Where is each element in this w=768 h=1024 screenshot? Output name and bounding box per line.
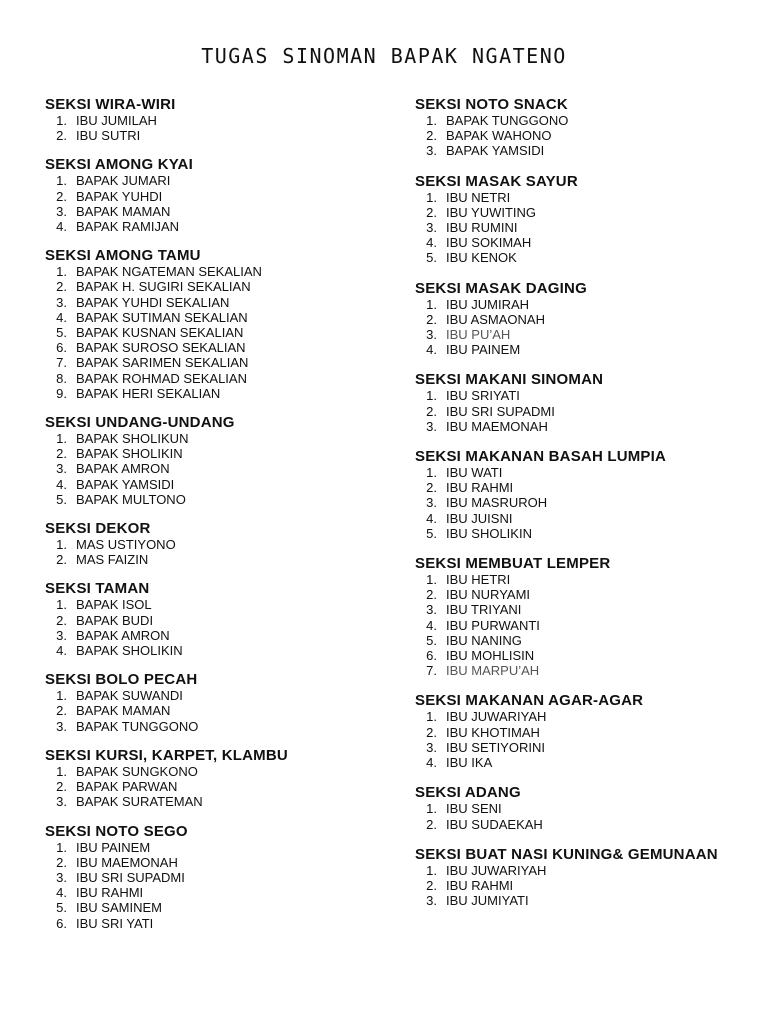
list-number: 1. bbox=[426, 862, 437, 878]
list-item bbox=[415, 113, 765, 128]
member-name: BAPAK SURATEMAN bbox=[76, 794, 203, 810]
list-number: 2. bbox=[56, 446, 67, 462]
list-number: 2. bbox=[56, 854, 67, 870]
member-list bbox=[45, 688, 395, 734]
list-number: 8. bbox=[56, 370, 67, 386]
list-item bbox=[45, 173, 395, 188]
list-number: 1. bbox=[56, 839, 67, 855]
member-name: IBU JUWARIYAH bbox=[446, 862, 547, 878]
list-number: 4. bbox=[56, 476, 67, 492]
section bbox=[45, 747, 395, 810]
list-item bbox=[45, 371, 395, 386]
list-item bbox=[415, 327, 765, 342]
member-name: IBU MOHLISIN bbox=[446, 648, 535, 664]
list-item bbox=[45, 552, 395, 567]
list-number: 6. bbox=[426, 648, 437, 664]
list-number: 2. bbox=[426, 877, 437, 893]
member-name: BAPAK YAMSIDI bbox=[76, 476, 175, 492]
member-list bbox=[45, 173, 395, 234]
member-name: IBU WATI bbox=[446, 465, 503, 481]
list-number: 2. bbox=[426, 311, 437, 327]
section bbox=[45, 823, 395, 931]
section bbox=[415, 448, 765, 541]
list-item bbox=[45, 431, 395, 446]
list-number: 1. bbox=[426, 189, 437, 205]
list-number: 4. bbox=[56, 885, 67, 901]
list-number: 1. bbox=[426, 388, 437, 404]
member-name: BAPAK AMRON bbox=[76, 627, 170, 643]
section bbox=[415, 173, 765, 266]
member-name: BAPAK KUSNAN SEKALIAN bbox=[76, 325, 244, 341]
member-name: IBU NANING bbox=[446, 632, 522, 648]
section bbox=[45, 414, 395, 507]
list-item bbox=[415, 205, 765, 220]
list-item bbox=[415, 709, 765, 724]
section-title: SEKSI BOLO PECAH bbox=[45, 671, 198, 689]
section-title: SEKSI NOTO SNACK bbox=[415, 96, 568, 113]
section bbox=[415, 784, 765, 831]
list-number: 6. bbox=[56, 340, 67, 356]
list-item bbox=[45, 597, 395, 612]
member-name: BAPAK BUDI bbox=[76, 612, 154, 628]
list-item bbox=[45, 279, 395, 294]
list-number: 6. bbox=[56, 915, 67, 931]
list-item bbox=[45, 355, 395, 370]
list-number: 3. bbox=[56, 627, 67, 643]
list-item bbox=[415, 250, 765, 265]
member-name: BAPAK YUHDI bbox=[76, 188, 163, 204]
list-item bbox=[415, 143, 765, 158]
list-item bbox=[45, 189, 395, 204]
section bbox=[45, 520, 395, 567]
list-item bbox=[415, 863, 765, 878]
member-list bbox=[415, 388, 765, 434]
list-item bbox=[415, 128, 765, 143]
member-name: IBU JUWARIYAH bbox=[446, 709, 547, 725]
member-name: IBU RUMINI bbox=[446, 220, 518, 236]
section bbox=[45, 96, 395, 143]
list-number: 2. bbox=[426, 128, 437, 144]
list-number: 3. bbox=[426, 418, 437, 434]
member-name: IBU SETIYORINI bbox=[446, 739, 545, 755]
member-name: BAPAK SHOLIKIN bbox=[76, 643, 183, 659]
list-item bbox=[45, 855, 395, 870]
member-list bbox=[45, 431, 395, 507]
list-item bbox=[415, 480, 765, 495]
section bbox=[45, 580, 395, 658]
member-name: IBU HETRI bbox=[446, 572, 511, 588]
list-number: 1. bbox=[426, 572, 437, 588]
section bbox=[45, 671, 395, 734]
list-number: 1. bbox=[426, 801, 437, 817]
list-number: 5. bbox=[426, 525, 437, 541]
list-number: 3. bbox=[426, 602, 437, 618]
section-title: SEKSI MAKANAN AGAR-AGAR bbox=[415, 692, 644, 710]
member-name: IBU PU’AH bbox=[446, 327, 511, 343]
list-item bbox=[45, 113, 395, 128]
list-number: 4. bbox=[426, 755, 437, 771]
member-list bbox=[45, 597, 395, 658]
list-number: 2. bbox=[56, 552, 67, 568]
list-number: 2. bbox=[56, 703, 67, 719]
section-title: SEKSI MAKANI SINOMAN bbox=[415, 371, 604, 389]
list-number: 3. bbox=[56, 294, 67, 310]
list-number: 1. bbox=[426, 709, 437, 725]
member-name: IBU JUMILAH bbox=[76, 113, 157, 128]
member-name: BAPAK ROHMAD SEKALIAN bbox=[76, 370, 247, 386]
member-name: IBU PAINEM bbox=[446, 342, 521, 358]
list-item bbox=[415, 220, 765, 235]
list-item bbox=[45, 204, 395, 219]
member-name: IBU KENOK bbox=[446, 250, 517, 266]
member-name: BAPAK SUWANDI bbox=[76, 688, 183, 704]
list-item bbox=[45, 779, 395, 794]
member-name: IBU SUTRI bbox=[76, 128, 141, 144]
list-number: 2. bbox=[56, 188, 67, 204]
list-number: 1. bbox=[56, 173, 67, 189]
member-name: BAPAK SUROSO SEKALIAN bbox=[76, 340, 246, 356]
list-item bbox=[45, 613, 395, 628]
section-title: SEKSI MASAK SAYUR bbox=[415, 172, 578, 190]
member-name: BAPAK SARIMEN SEKALIAN bbox=[76, 355, 249, 371]
member-name: BAPAK SUNGKONO bbox=[76, 763, 198, 779]
list-number: 1. bbox=[56, 597, 67, 613]
member-name: BAPAK SHOLIKIN bbox=[76, 446, 183, 462]
member-name: BAPAK MAMAN bbox=[76, 203, 171, 219]
list-item bbox=[45, 916, 395, 931]
section bbox=[415, 555, 765, 678]
member-name: IBU SHOLIKIN bbox=[446, 525, 532, 541]
list-item bbox=[45, 477, 395, 492]
member-name: BAPAK YAMSIDI bbox=[446, 143, 545, 159]
section-title: SEKSI AMONG TAMU bbox=[45, 247, 201, 265]
list-number: 3. bbox=[426, 739, 437, 755]
member-name: IBU SRI YATI bbox=[76, 915, 154, 931]
section-title: SEKSI TAMAN bbox=[45, 580, 150, 598]
list-item bbox=[45, 840, 395, 855]
list-number: 4. bbox=[426, 235, 437, 251]
member-name: IBU TRIYANI bbox=[446, 602, 522, 618]
list-number: 1. bbox=[56, 537, 67, 553]
list-item bbox=[415, 663, 765, 678]
section bbox=[415, 96, 765, 159]
list-item bbox=[45, 794, 395, 809]
section-title: SEKSI MEMBUAT LEMPER bbox=[415, 555, 611, 573]
member-name: IBU NURYAMI bbox=[446, 587, 531, 603]
member-name: BAPAK MAMAN bbox=[76, 703, 171, 719]
list-item bbox=[45, 295, 395, 310]
member-list bbox=[415, 863, 765, 909]
list-number: 2. bbox=[426, 587, 437, 603]
list-number: 4. bbox=[426, 342, 437, 358]
list-number: 5. bbox=[56, 900, 67, 916]
section bbox=[415, 846, 765, 909]
list-item bbox=[415, 388, 765, 403]
member-name: BAPAK RAMIJAN bbox=[76, 219, 180, 235]
member-name: IBU JUISNI bbox=[446, 510, 513, 526]
member-name: BAPAK TUNGGONO bbox=[76, 718, 199, 734]
list-item bbox=[415, 893, 765, 908]
list-number: 3. bbox=[56, 718, 67, 734]
list-item bbox=[415, 419, 765, 434]
list-number: 2. bbox=[426, 403, 437, 419]
member-list bbox=[415, 801, 765, 831]
right-column bbox=[415, 96, 765, 922]
list-item bbox=[45, 219, 395, 234]
list-number: 3. bbox=[56, 869, 67, 885]
list-item bbox=[45, 128, 395, 143]
member-name: BAPAK PARWAN bbox=[76, 779, 178, 795]
member-list bbox=[45, 113, 395, 143]
member-name: IBU RAHMI bbox=[446, 877, 514, 893]
list-item bbox=[415, 511, 765, 526]
section-title: SEKSI WIRA-WIRI bbox=[45, 96, 176, 113]
member-list bbox=[415, 709, 765, 770]
list-item bbox=[45, 764, 395, 779]
list-number: 1. bbox=[56, 113, 67, 128]
member-name: IBU ASMAONAH bbox=[446, 311, 545, 327]
list-item bbox=[415, 602, 765, 617]
member-name: IBU SRI SUPADMI bbox=[76, 869, 185, 885]
member-name: IBU IKA bbox=[446, 755, 493, 771]
member-name: BAPAK WAHONO bbox=[446, 128, 552, 144]
member-name: IBU YUWITING bbox=[446, 204, 537, 220]
member-name: IBU MASRUROH bbox=[446, 495, 548, 511]
member-list bbox=[415, 297, 765, 358]
list-number: 5. bbox=[56, 491, 67, 507]
member-list bbox=[45, 764, 395, 810]
list-number: 4. bbox=[56, 219, 67, 235]
list-item bbox=[415, 404, 765, 419]
member-name: BAPAK TUNGGONO bbox=[446, 113, 569, 128]
page-title: TUGAS SINOMAN BAPAK NGATENO bbox=[201, 44, 567, 68]
member-name: IBU PAINEM bbox=[76, 839, 151, 855]
section-title: SEKSI KURSI, KARPET, KLAMBU bbox=[45, 746, 288, 764]
member-name: IBU JUMIYATI bbox=[446, 893, 529, 909]
section-title: SEKSI MASAK DAGING bbox=[415, 279, 587, 297]
member-name: BAPAK NGATEMAN SEKALIAN bbox=[76, 264, 262, 280]
member-name: IBU KHOTIMAH bbox=[446, 724, 540, 740]
member-list bbox=[415, 113, 765, 159]
member-list bbox=[415, 190, 765, 266]
list-number: 3. bbox=[426, 220, 437, 236]
list-number: 2. bbox=[56, 612, 67, 628]
list-number: 3. bbox=[56, 794, 67, 810]
member-name: BAPAK ISOL bbox=[76, 597, 152, 613]
list-item bbox=[415, 755, 765, 770]
list-item bbox=[45, 900, 395, 915]
list-item bbox=[415, 342, 765, 357]
list-number: 2. bbox=[56, 779, 67, 795]
section-title: SEKSI DEKOR bbox=[45, 520, 151, 538]
list-item bbox=[45, 325, 395, 340]
member-name: IBU SENI bbox=[446, 801, 502, 817]
list-number: 5. bbox=[426, 250, 437, 266]
member-name: IBU MAEMONAH bbox=[446, 418, 548, 434]
member-name: MAS USTIYONO bbox=[76, 537, 176, 553]
member-name: IBU SAMINEM bbox=[76, 900, 162, 916]
list-item bbox=[415, 633, 765, 648]
list-number: 2. bbox=[426, 480, 437, 496]
list-item bbox=[45, 461, 395, 476]
list-number: 5. bbox=[426, 632, 437, 648]
member-name: BAPAK H. SUGIRI SEKALIAN bbox=[76, 279, 251, 295]
member-name: IBU RAHMI bbox=[446, 480, 514, 496]
list-item bbox=[415, 312, 765, 327]
list-number: 7. bbox=[426, 663, 437, 679]
member-name: IBU SRIYATI bbox=[446, 388, 520, 404]
list-item bbox=[45, 264, 395, 279]
section bbox=[415, 371, 765, 434]
section bbox=[45, 247, 395, 401]
list-item bbox=[45, 446, 395, 461]
member-name: BAPAK HERI SEKALIAN bbox=[76, 385, 221, 401]
list-item bbox=[415, 725, 765, 740]
list-item bbox=[45, 386, 395, 401]
list-number: 3. bbox=[56, 203, 67, 219]
list-item bbox=[45, 703, 395, 718]
list-number: 2. bbox=[426, 724, 437, 740]
list-number: 2. bbox=[56, 128, 67, 144]
list-number: 5. bbox=[56, 325, 67, 341]
list-number: 4. bbox=[426, 617, 437, 633]
list-item bbox=[45, 537, 395, 552]
section-title: SEKSI AMONG KYAI bbox=[45, 156, 193, 174]
section bbox=[415, 692, 765, 770]
member-name: IBU NETRI bbox=[446, 189, 511, 205]
list-number: 3. bbox=[426, 143, 437, 159]
list-item bbox=[415, 190, 765, 205]
member-list bbox=[415, 465, 765, 541]
list-number: 4. bbox=[56, 643, 67, 659]
list-item bbox=[415, 801, 765, 816]
member-list bbox=[45, 537, 395, 567]
member-name: IBU RAHMI bbox=[76, 885, 144, 901]
member-name: IBU MARPU’AH bbox=[446, 663, 540, 679]
list-number: 1. bbox=[426, 465, 437, 481]
list-item bbox=[415, 587, 765, 602]
member-name: IBU PURWANTI bbox=[446, 617, 540, 633]
list-number: 3. bbox=[426, 327, 437, 343]
section bbox=[45, 156, 395, 234]
list-item bbox=[415, 235, 765, 250]
list-item bbox=[45, 340, 395, 355]
list-number: 7. bbox=[56, 355, 67, 371]
list-item bbox=[415, 817, 765, 832]
member-name: IBU SUDAEKAH bbox=[446, 816, 543, 832]
list-item bbox=[45, 719, 395, 734]
member-name: MAS FAIZIN bbox=[76, 552, 149, 568]
list-number: 1. bbox=[56, 688, 67, 704]
list-item bbox=[415, 297, 765, 312]
list-number: 3. bbox=[426, 893, 437, 909]
list-item bbox=[45, 492, 395, 507]
list-number: 9. bbox=[56, 385, 67, 401]
list-number: 2. bbox=[426, 816, 437, 832]
member-name: BAPAK SHOLIKUN bbox=[76, 431, 189, 447]
member-list bbox=[45, 264, 395, 401]
list-number: 1. bbox=[56, 763, 67, 779]
list-item bbox=[415, 495, 765, 510]
list-item bbox=[415, 740, 765, 755]
list-number: 1. bbox=[426, 296, 437, 312]
list-number: 1. bbox=[426, 113, 437, 128]
list-item bbox=[415, 618, 765, 633]
member-name: IBU SOKIMAH bbox=[446, 235, 532, 251]
section-title: SEKSI NOTO SEGO bbox=[45, 822, 188, 840]
member-name: IBU MAEMONAH bbox=[76, 854, 178, 870]
list-number: 2. bbox=[426, 204, 437, 220]
member-list bbox=[45, 840, 395, 931]
list-item bbox=[415, 572, 765, 587]
list-number: 1. bbox=[56, 431, 67, 447]
list-number: 3. bbox=[56, 461, 67, 477]
list-item bbox=[45, 870, 395, 885]
member-name: IBU JUMIRAH bbox=[446, 296, 530, 312]
section-title: SEKSI BUAT NASI KUNING& GEMUNAAN bbox=[415, 845, 718, 863]
list-number: 1. bbox=[56, 264, 67, 280]
member-name: BAPAK JUMARI bbox=[76, 173, 171, 189]
left-column bbox=[45, 96, 395, 944]
list-item bbox=[415, 648, 765, 663]
list-item bbox=[45, 643, 395, 658]
list-number: 3. bbox=[426, 495, 437, 511]
section-title: SEKSI UNDANG-UNDANG bbox=[45, 414, 235, 432]
member-name: BAPAK AMRON bbox=[76, 461, 170, 477]
list-item bbox=[45, 688, 395, 703]
section-title: SEKSI MAKANAN BASAH LUMPIA bbox=[415, 448, 667, 466]
member-name: BAPAK MULTONO bbox=[76, 491, 186, 507]
list-item bbox=[45, 310, 395, 325]
section bbox=[415, 280, 765, 358]
list-item bbox=[45, 885, 395, 900]
list-number: 4. bbox=[56, 309, 67, 325]
member-name: BAPAK YUHDI SEKALIAN bbox=[76, 294, 230, 310]
list-item bbox=[415, 878, 765, 893]
list-item bbox=[415, 465, 765, 480]
member-name: IBU SRI SUPADMI bbox=[446, 403, 555, 419]
member-list bbox=[415, 572, 765, 678]
member-name: BAPAK SUTIMAN SEKALIAN bbox=[76, 309, 248, 325]
list-item bbox=[415, 526, 765, 541]
section-title: SEKSI ADANG bbox=[415, 784, 521, 802]
list-number: 4. bbox=[426, 510, 437, 526]
list-number: 2. bbox=[56, 279, 67, 295]
list-item bbox=[45, 628, 395, 643]
